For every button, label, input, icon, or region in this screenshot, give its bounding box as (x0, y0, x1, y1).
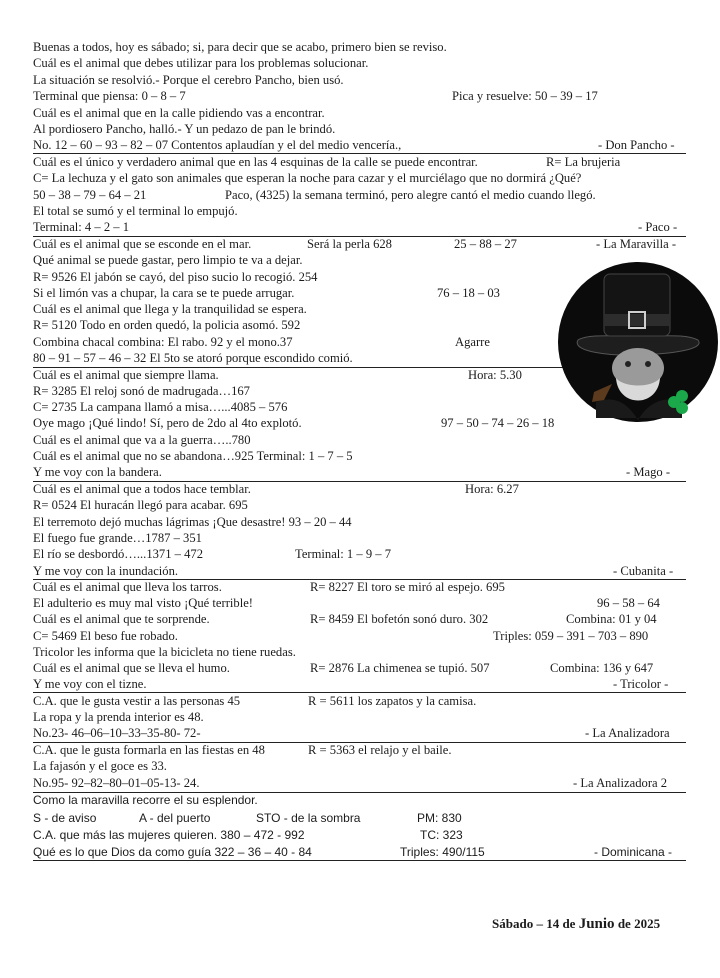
text-line-34-part-1: Cuál es el animal que lleva los tarros. (33, 580, 222, 594)
text-line-40-part-1: Y me voy con el tizne. (33, 677, 147, 691)
text-line-43-part-2: - La Analizadora (585, 726, 670, 740)
text-line-36-part-3: Combina: 01 y 04 (566, 612, 657, 626)
text-line-13-part-3: 25 – 88 – 27 (454, 237, 517, 251)
text-line-25: Cuál es el animal que va a la guerra…..780 (33, 433, 251, 447)
text-line-36-part-2: R= 8459 El bofetón sonó duro. 302 (310, 612, 489, 626)
text-line-26: Cuál es el animal que no se abandona…925 Terminal: 1 – 7 – 5 (33, 449, 353, 463)
text-line-38: Tricolor les informa que la bicicleta no tiene ruedas. (33, 645, 296, 659)
separator-rule (33, 481, 686, 482)
text-line-32-part-1: El río se desbordó…...1371 – 472 (33, 547, 203, 561)
text-line-27-part-2: - Mago - (626, 465, 671, 479)
text-line-28-part-1: Cuál es el animal que a todos hace temblar. (33, 482, 251, 496)
text-line-5: Cuál es el animal que en la calle pidiendo vas a encontrar. (33, 106, 325, 120)
separator-rule (33, 742, 686, 743)
text-line-6: Al pordiosero Pancho, halló.- Y un pedazo de pan le brindó. (33, 122, 336, 136)
text-line-33-part-2: - Cubanita - (613, 564, 674, 578)
text-line-4-part-2: Pica y resuelve: 50 – 39 – 17 (452, 89, 598, 103)
text-line-40-part-2: - Tricolor - (613, 677, 669, 691)
text-line-7-part-2: - Don Pancho - (598, 138, 675, 152)
text-line-36-part-1: Cuál es el animal que te sorprende. (33, 612, 210, 626)
text-line-1: Buenas a todos, hoy es sábado; si, para decir que se acabo, primero bien se reviso. (33, 40, 447, 54)
text-line-21-part-2: Hora: 5.30 (468, 368, 522, 382)
text-line-35-part-2: 96 – 58 – 64 (597, 596, 660, 610)
text-line-48-part-2: A - del puerto (139, 811, 211, 825)
text-line-50-part-2: Triples: 490/115 (400, 845, 485, 859)
separator-rule (33, 860, 686, 861)
text-line-48-part-3: STO - de la sombra (256, 811, 361, 825)
text-line-39-part-3: Combina: 136 y 647 (550, 661, 654, 675)
text-line-10-part-2: Paco, (4325) la semana terminó, pero alegre cantó el medio cuando llegó. (225, 188, 596, 202)
separator-rule (33, 692, 686, 693)
text-line-37-part-2: Triples: 059 – 391 – 703 – 890 (493, 629, 649, 643)
text-line-41-part-2: R = 5611 los zapatos y la camisa. (308, 694, 477, 708)
text-line-43-part-1: No.23- 46–06–10–33–35-80- 72- (33, 726, 201, 740)
text-line-13-part-4: - La Maravilla - (596, 237, 677, 251)
separator-rule (33, 236, 686, 237)
text-line-3: La situación se resolvió.- Porque el cerebro Pancho, bien usó. (33, 73, 344, 87)
separator-rule (33, 153, 686, 154)
text-line-44-part-2: R = 5363 el relajo y el baile. (308, 743, 452, 757)
text-line-7-part-1: No. 12 – 60 – 93 – 82 – 07 Contentos aplaudían y el del medio vencería., (33, 138, 402, 152)
text-line-49-part-2: TC: 323 (420, 828, 463, 842)
text-line-11: El total se sumó y el terminal lo empujó. (33, 204, 238, 218)
text-line-48-part-1: S - de aviso (33, 811, 97, 825)
text-line-46-part-2: - La Analizadora 2 (573, 776, 668, 790)
text-line-19-part-1: Combina chacal combina: El rabo. 92 y el mono.37 (33, 335, 293, 349)
text-line-22: R= 3285 El reloj sonó de madrugada…167 (33, 384, 250, 398)
text-line-24-part-1: Oye mago ¡Qué lindo! Sí, pero de 2do al 4to explotó. (33, 416, 302, 430)
text-line-16-part-2: 76 – 18 – 03 (437, 286, 500, 300)
text-line-47: Como la maravilla recorre el su esplendor. (33, 793, 258, 807)
text-line-12-part-2: - Paco - (638, 220, 678, 234)
text-line-39-part-2: R= 2876 La chimenea se tupió. 507 (310, 661, 490, 675)
text-line-27-part-1: Y me voy con la bandera. (33, 465, 162, 479)
text-line-24-part-2: 97 – 50 – 74 – 26 – 18 (441, 416, 555, 430)
text-line-37-part-1: C= 5469 El beso fue robado. (33, 629, 178, 643)
text-line-45: La fajasón y el goce es 33. (33, 759, 167, 773)
text-line-4-part-1: Terminal que piensa: 0 – 8 – 7 (33, 89, 186, 103)
text-line-19-part-2: Agarre (455, 335, 490, 349)
text-line-12-part-1: Terminal: 4 – 2 – 1 (33, 220, 130, 234)
text-line-48-part-4: PM: 830 (417, 811, 462, 825)
text-line-21-part-1: Cuál es el animal que siempre llama. (33, 368, 219, 382)
text-line-41-part-1: C.A. que le gusta vestir a las personas 45 (33, 694, 241, 708)
text-line-10-part-1: 50 – 38 – 79 – 64 – 21 (33, 188, 147, 202)
text-line-30: El terremoto dejó muchas lágrimas ¡Que desastre! 93 – 20 – 44 (33, 515, 352, 529)
text-line-29: R= 0524 El huracán llegó para acabar. 695 (33, 498, 248, 512)
text-line-13-part-1: Cuál es el animal que se esconde en el mar. (33, 237, 252, 251)
text-line-35-part-1: El adulterio es muy mal visto ¡Qué terrible! (33, 596, 253, 610)
text-line-23: C= 2735 La campana llamó a misa…...4085 – 576 (33, 400, 288, 414)
text-line-34-part-2: R= 8227 El toro se miró al espejo. 695 (310, 580, 505, 594)
text-line-16-part-1: Si el limón vas a chupar, la cara se te puede arrugar. (33, 286, 295, 300)
text-line-8-part-1: Cuál es el único y verdadero animal que en las 4 esquinas de la calle se puede encontrar. (33, 155, 478, 169)
text-line-14: Qué animal se puede gastar, pero limpio te va a dejar. (33, 253, 303, 267)
text-line-9: C= La lechuza y el gato son animales que esperan la noche para cazar y el murciélago que no dormirá ¿Qué? (33, 171, 582, 185)
separator-rule (33, 579, 686, 580)
text-line-20: 80 – 91 – 57 – 46 – 32 El 5to se atoró porque escondido comió. (33, 351, 353, 365)
text-line-18: R= 5120 Todo en orden quedó, la policia asomó. 592 (33, 318, 301, 332)
text-line-50-part-3: - Dominicana - (594, 845, 673, 859)
text-line-17: Cuál es el animal que llega y la tranquilidad se espera. (33, 302, 307, 316)
leprechaun-logo (556, 252, 720, 430)
text-line-32-part-2: Terminal: 1 – 9 – 7 (295, 547, 392, 561)
text-line-46-part-1: No.95- 92–82–80–01–05-13- 24. (33, 776, 200, 790)
text-line-42: La ropa y la prenda interior es 48. (33, 710, 204, 724)
text-line-13-part-2: Será la perla 628 (307, 237, 392, 251)
text-line-2: Cuál es el animal que debes utilizar para los problemas solucionar. (33, 56, 369, 70)
footer-date: Sábado – 14 de Junio de 2025 (492, 916, 661, 932)
text-line-15: R= 9526 El jabón se cayó, del piso sucio lo recogió. 254 (33, 270, 318, 284)
text-line-44-part-1: C.A. que le gusta formarla en las fiestas en 48 (33, 743, 265, 757)
separator-rule (33, 792, 686, 793)
text-line-31: El fuego fue grande…1787 – 351 (33, 531, 202, 545)
text-line-28-part-2: Hora: 6.27 (465, 482, 519, 496)
text-line-39-part-1: Cuál es el animal que se lleva el humo. (33, 661, 230, 675)
text-line-49-part-1: C.A. que más las mujeres quieren. 380 – 472 - 992 (33, 828, 305, 842)
text-line-8-part-2: R= La brujeria (546, 155, 621, 169)
text-line-50-part-1: Qué es lo que Dios da como guía 322 – 36 – 40 - 84 (33, 845, 312, 859)
text-line-33-part-1: Y me voy con la inundación. (33, 564, 179, 578)
